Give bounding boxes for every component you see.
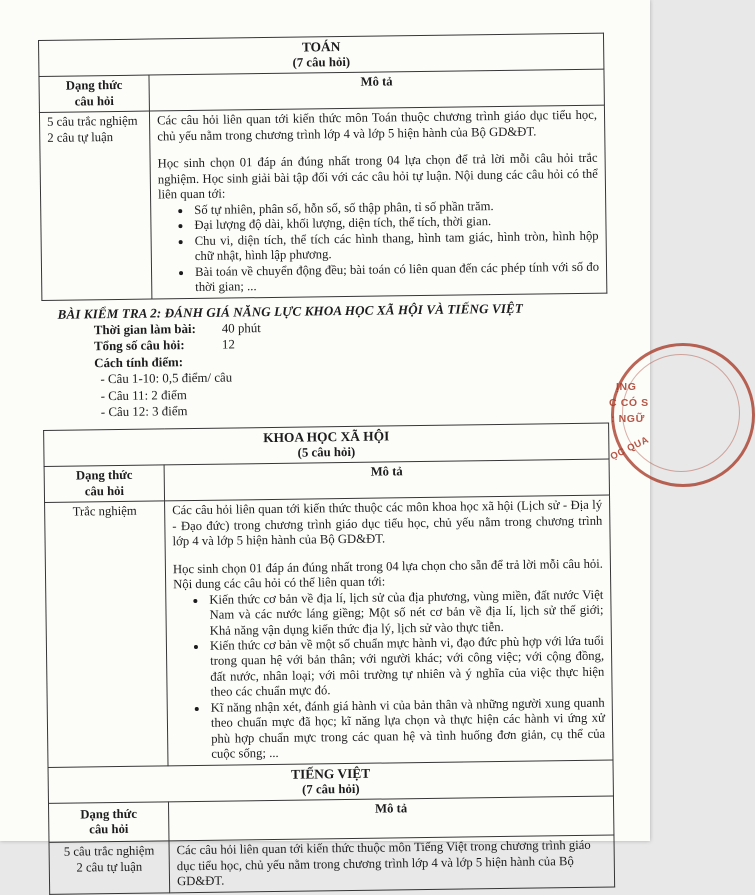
khxh-bullet-item: • Kiến thức cơ bản về địa lí, lịch sử của địa phương, vùng miền, đất nước Việt Nam và các nước láng giềng; Một số nét cơ bản về địa lí, lịch sử thế giới; Khả năng vận dụng kiến thức địa lý, lịch sử vào thực tiễn.	[207, 587, 604, 639]
khxh-bullet-list	[173, 587, 605, 763]
khxh-description-cell	[165, 495, 613, 766]
red-seal-text-fragment: ỌC QUA	[608, 434, 651, 463]
toan-description-cell	[149, 105, 606, 298]
exam2-info-section	[41, 298, 608, 421]
tv-header-description: Mô tả	[168, 796, 613, 841]
toan-table	[38, 33, 607, 301]
khxh-paragraph-1: Các câu hỏi liên quan tới kiến thức thuộc các môn khoa học xã hội (Lịch sử - Địa lý - Đạo đức) trong chương trình giáo dục tiểu học, chủ yếu nằm trong chương trình lớp 4 và lớp 5 hiện hành của Bộ GD&ĐT.	[172, 497, 603, 549]
scoring-item: - Câu 11: 2 điểm	[100, 387, 187, 403]
tv-description-cell	[169, 835, 615, 892]
total-questions-label: Tổng số câu hỏi:	[93, 338, 185, 354]
total-questions-value: 12	[221, 337, 235, 352]
khxh-paragraph-2: Học sinh chọn 01 đáp án đúng nhất trong 04 lựa chọn cho sẵn để trả lời mỗi câu hỏi. Nội dung các câu hỏi có thể liên quan tới:	[172, 556, 603, 592]
khxh-subtitle: (5 câu hỏi)	[297, 444, 356, 460]
khxh-question-type-cell: Trắc nghiệm	[45, 501, 168, 767]
red-seal-text-fragment: ỊNG	[616, 381, 637, 393]
khxh-header-description: Mô tả	[164, 459, 609, 501]
tv-title: TIẾNG VIỆT	[291, 765, 371, 782]
document-content	[38, 33, 615, 895]
tv-question-type-cell: 5 câu trắc nghiệm 2 câu tự luận	[49, 841, 170, 894]
red-seal-text-fragment: C CÓ S	[609, 397, 649, 409]
duration-value: 40 phút	[221, 320, 261, 336]
exam2-heading: BÀI KIỂM TRA 2: ĐÁNH GIÁ NĂNG LỰC KHOA HỌC XÃ HỘI VÀ TIẾNG VIỆT	[57, 300, 524, 322]
toan-header-description: Mô tả	[149, 70, 604, 112]
khxh-bullet-item: • Kiến thức cơ bản về một số chuẩn mực hành vi, đạo đức phù hợp với lứa tuổi trong quan hệ với bản thân; với người khác; với công việc; với cộng đồng, đất nước, nhân loại; với môi trường tự nhiên và ý nghĩa của việc thực hiện theo các chuẩn mực đó.	[208, 634, 605, 701]
toan-question-type-cell: 5 câu trắc nghiệm 2 câu tự luận	[39, 111, 151, 300]
toan-bullet-item: • Chu vi, diện tích, thể tích các hình thang, hình tam giác, hình tròn, hình hộp chữ nhật, hình lập phương.	[193, 228, 599, 264]
toan-subtitle: (7 câu hỏi)	[292, 54, 351, 70]
khxh-bullet-item: • Kĩ năng nhận xét, đánh giá hành vi của bản thân và những người xung quanh theo chuẩn mực đã học; kĩ năng lựa chọn và thực hiện các hành vi ứng xử phù hợp chuẩn mực trong các quan hệ và tình huống đơn giản, cụ thể của cuộc sống; ...	[209, 696, 606, 763]
khxh-tv-table	[43, 422, 615, 894]
toan-bullet-item: • Bài toán về chuyển động đều; bài toán có liên quan đến các phép tính với số đo thời gian; ...	[193, 259, 599, 295]
scoring-label: Cách tính điểm:	[94, 354, 184, 370]
toan-bullet-item: • Số tự nhiên, phân số, hỗn số, số thập phân, tỉ số phần trăm.	[192, 197, 598, 218]
scoring-item: - Câu 12: 3 điểm	[100, 404, 188, 420]
tv-paragraph-1: Các câu hỏi liên quan tới kiến thức thuộc môn Tiếng Việt trong chương trình giáo dục tiểu học, chủ yếu nằm trong chương trình lớp 4 và lớp 5 hiện hành của Bộ GD&ĐT.	[176, 838, 591, 889]
red-seal-text-fragment: : NGỮ	[611, 413, 645, 425]
toan-title: TOÁN	[301, 39, 341, 55]
khxh-title: KHOA HỌC XÃ HỘI	[263, 428, 390, 445]
toan-header-question-type: Dạng thức câu hỏi	[39, 75, 149, 112]
khxh-header-question-type: Dạng thức câu hỏi	[44, 465, 164, 503]
tv-header-question-type: Dạng thức câu hỏi	[48, 802, 169, 843]
toan-bullet-item: • Đại lượng độ dài, khối lượng, diện tích, thể tích, thời gian.	[192, 213, 598, 234]
toan-bullet-list	[158, 197, 599, 296]
duration-label: Thời gian làm bài:	[93, 321, 196, 338]
scoring-item: - Câu 1-10: 0,5 điểm/ câu	[100, 370, 233, 387]
tv-subtitle: (7 câu hỏi)	[301, 781, 360, 797]
toan-paragraph-1: Các câu hỏi liên quan tới kiến thức môn Toán thuộc chương trình giáo dục tiểu học, chủ yếu nằm trong chương trình lớp 4 và lớp 5 hiện hành của Bộ GD&ĐT.	[156, 108, 598, 144]
toan-paragraph-2: Học sinh chọn 01 đáp án đúng nhất trong 04 lựa chọn để trả lời mỗi câu hỏi trắc nghiệm. Học sinh giải bài tập đối với các câu hỏi tự luận. Nội dung các câu hỏi có thể liên quan tới:	[157, 151, 598, 202]
